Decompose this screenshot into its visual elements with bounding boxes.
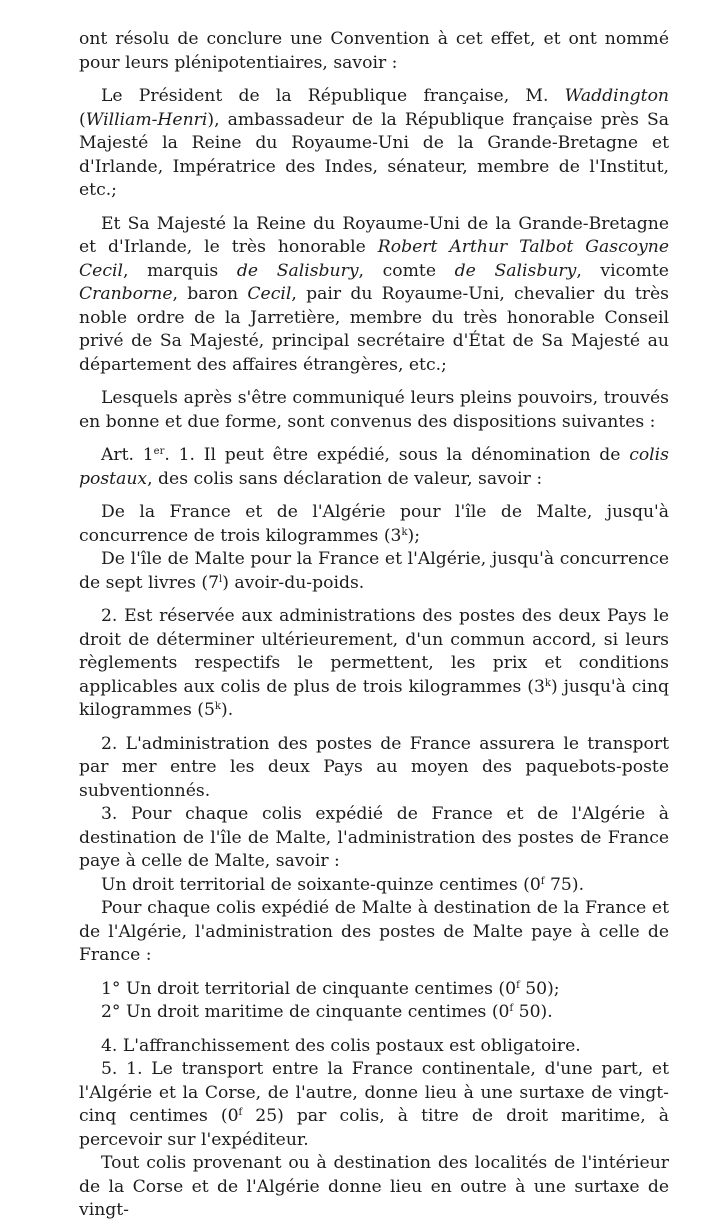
text-run: Un droit territorial de soixante-quinze centimes (0 <box>101 874 541 895</box>
superscript-run: k <box>214 701 221 712</box>
paragraph-8 <box>79 605 669 723</box>
superscript-run: f <box>238 1107 243 1118</box>
italic-run: Robert Arthur Talbot Gascoyne Cecil <box>79 237 669 281</box>
text-run: , baron <box>172 284 248 304</box>
italic-run: de Salisbury <box>454 260 577 281</box>
text-run: , marquis <box>122 260 237 281</box>
paragraph-11 <box>79 874 669 898</box>
paragraph-6 <box>79 501 669 548</box>
text-run: . 1. Il peut être expédié, sous la dénomination de <box>164 445 630 465</box>
document-page <box>79 28 669 1223</box>
paragraph-9: 2. L'administration des postes de France assurera le transport par mer entre les deux Pays au moyen des paquebots-poste subventionnés. <box>79 733 669 801</box>
text-run: 75). <box>544 874 585 895</box>
paragraph-16 <box>79 1058 669 1152</box>
superscript-run: f <box>540 875 545 887</box>
text-run: 5. 1. Le transport entre la France continentale, d'une part, et l'Algérie et la Corse, de l'autre, donne lieu à une surtaxe de vingt-cinq centimes (0 <box>79 1059 669 1126</box>
text-run: 2° Un droit maritime de cinquante centimes (0 <box>101 1002 510 1022</box>
text-run: Le Président de la République française, M. <box>101 86 565 106</box>
superscript-run: k <box>401 526 408 538</box>
text-run: ) jusqu'à cinq kilogrammes (5 <box>79 676 669 720</box>
superscript-run: f <box>509 1003 514 1014</box>
italic-run: colis postaux <box>79 445 669 489</box>
paragraph-1: ont résolu de conclure une Convention à cet effet, et ont nommé pour leurs plénipotentiaires, savoir : <box>79 29 669 73</box>
superscript-run: l <box>219 573 223 585</box>
text-run: 1° Un droit territorial de cinquante centimes (0 <box>101 978 517 999</box>
italic-run: de Salisbury <box>236 260 359 281</box>
text-run: 25) par colis, à titre de droit maritime, à percevoir sur l'expéditeur. <box>79 1106 669 1150</box>
text-run: ) avoir-du-poids. <box>222 572 365 593</box>
italic-run: Cranborne <box>79 284 173 304</box>
text-run: 50). <box>513 1002 553 1022</box>
text-run: , vicomte <box>576 260 669 281</box>
paragraph-3 <box>79 213 669 378</box>
paragraph-5 <box>79 444 669 491</box>
paragraph-13 <box>79 978 669 1002</box>
text-run: ), ambassadeur de la République française près Sa Majesté la Reine du Royaume-Uni de la Grande-Bretagne et d'Irlande, Impératrice des Indes, sénateur, membre de l'Institut, etc.; <box>79 109 669 200</box>
paragraph-12: Pour chaque colis expédié de Malte à destination de la France et de l'Algérie, l'administration des postes de Malte paye à celle de France : <box>79 898 669 965</box>
text-run: De la France et de l'Algérie pour l'île de Malte, jusqu'à concurrence de trois kilogrammes (3 <box>79 502 669 546</box>
paragraph-17: Tout colis provenant ou à destination des localités de l'intérieur de la Corse et de l'Algérie donne lieu en outre à une surtaxe de vingt- <box>79 1153 669 1220</box>
text-run: ); <box>407 525 421 546</box>
paragraph-2 <box>79 85 669 203</box>
paragraph-14 <box>79 1001 669 1025</box>
text-run: Art. 1 <box>101 445 154 465</box>
text-run: Et Sa Majesté la Reine du Royaume-Uni de la Grande-Bretagne et d'Irlande, le très honorable <box>79 213 669 257</box>
text-run: ( <box>79 109 86 130</box>
superscript-run: f <box>516 979 520 991</box>
text-run: , des colis sans déclaration de valeur, savoir : <box>147 468 543 489</box>
italic-run: Cecil <box>247 284 292 304</box>
italic-run: William-Henri <box>85 109 208 130</box>
text-run: ). <box>220 700 234 720</box>
text-run: , pair du Royaume-Uni, chevalier du très noble ordre de la Jarretière, membre du très honorable Conseil privé de Sa Majesté, principal secrétaire d'État de Sa Majesté au département des affaires étrangères, etc.; <box>79 284 670 375</box>
text-run: , comte <box>358 260 455 281</box>
superscript-run: er <box>153 446 165 457</box>
text-run: 2. Est réservée aux administrations des postes des deux Pays le droit de déterminer ultérieurement, d'un commun accord, si leurs règlements respectifs le permettent, les prix et conditions applicables aux colis de plus de trois kilogrammes (3 <box>79 606 669 697</box>
paragraph-15: 4. L'affranchissement des colis postaux est obligatoire. <box>101 1035 581 1056</box>
paragraph-10: 3. Pour chaque colis expédié de France et de l'Algérie à destination de l'île de Malte, l'administration des postes de France paye à celle de Malte, savoir : <box>79 804 669 871</box>
text-run: 50); <box>519 978 560 999</box>
italic-run: Waddington <box>564 86 669 106</box>
text-run: De l'île de Malte pour la France et l'Algérie, jusqu'à concurrence de sept livres (7 <box>79 549 669 593</box>
paragraph-4: Lesquels après s'être communiqué leurs pleins pouvoirs, trouvés en bonne et due forme, sont convenus des dispositions suivantes : <box>79 388 669 432</box>
superscript-run: k <box>544 677 551 689</box>
paragraph-7 <box>79 548 669 595</box>
